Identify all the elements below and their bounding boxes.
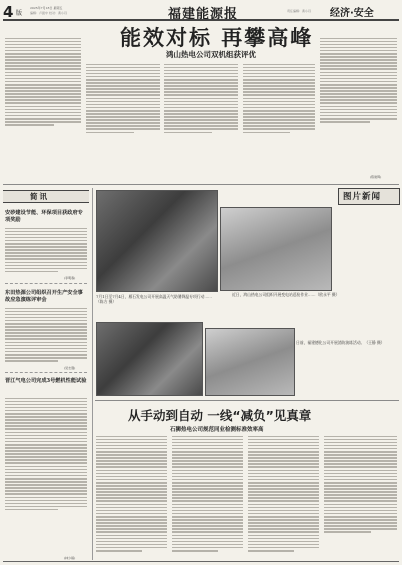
bottom-story-subtitle: 石狮热电公司规范同业检测标准效率高: [170, 427, 264, 433]
photo-substation: [96, 322, 203, 396]
masthead: 福建能源报: [168, 7, 239, 22]
bottom-story-title: 从手动到自动 一线“减负”见真章: [128, 408, 312, 423]
photo-news-label: 图片新闻: [343, 192, 382, 202]
photo-high-temperature: [96, 190, 218, 292]
column-divider: [92, 188, 93, 560]
lead-col-2: [86, 62, 160, 135]
header-rule: [3, 19, 399, 21]
lead-subtitle: 鸿山热电公司双机组获评优: [166, 50, 256, 59]
brief-title-3: 晋江气电公司完成3号燃机性能试验: [5, 378, 87, 384]
page-suffix: 版: [16, 10, 23, 17]
page-number: 4: [3, 3, 14, 21]
photo-fire-drill: [205, 328, 295, 396]
photo-workers-inspection: [220, 207, 332, 291]
brief-body-2: [5, 306, 87, 363]
footer-rule: [3, 561, 399, 562]
news-brief-label: 简讯: [30, 192, 49, 201]
brief-author-3: (林少娟): [64, 556, 76, 560]
brief-author-1: (李明春): [64, 276, 76, 280]
phone-line: 责任编辑：黄小丹: [287, 9, 312, 13]
photo-caption-1: 7月1日至7月4日，雁石发电公司开展高温天气防暑降温专项行动……（陈方 摄）: [96, 294, 212, 304]
brief-title-1: 安砂建设节能、环保项目获政府专项奖励: [5, 210, 83, 223]
brief-body-1: [5, 226, 87, 274]
lead-col-4: [243, 62, 315, 135]
lead-title: 能效对标 再攀高峰: [120, 26, 314, 50]
section-title: 经济·安全: [330, 8, 374, 19]
date-line: 2025年7月18日 星期五: [30, 6, 63, 10]
lead-col-1: [5, 36, 81, 127]
lead-bottom-rule: [3, 184, 399, 185]
lead-col-3: [164, 62, 238, 135]
photo-caption-3: 日前，福建德化公司开展消防演练活动。（王静 摄）: [296, 340, 385, 345]
bottom-col-1: [96, 434, 167, 553]
photo-caption-2: 近日，鸿山热电公司组织开展变电站巡检作业……（欧永平 摄）: [232, 292, 340, 297]
brief-divider-2: [5, 372, 87, 373]
brief-divider-1: [5, 283, 87, 284]
bottom-col-2: [172, 434, 243, 553]
bottom-col-4: [324, 434, 397, 535]
brief-title-2: 东田热源公司组织召开生产安全事故应急演练评审会: [5, 290, 83, 303]
photo-bottom-rule: [95, 400, 399, 401]
lead-col-5: [320, 36, 397, 124]
brief-body-3: [5, 396, 87, 512]
editor-line: 编辑：卢振中 校对：黄小丹: [30, 11, 67, 15]
brief-author-2: (吴志强): [64, 366, 76, 370]
bottom-col-3: [248, 434, 319, 553]
lead-byline: (陈建辉): [370, 175, 382, 179]
